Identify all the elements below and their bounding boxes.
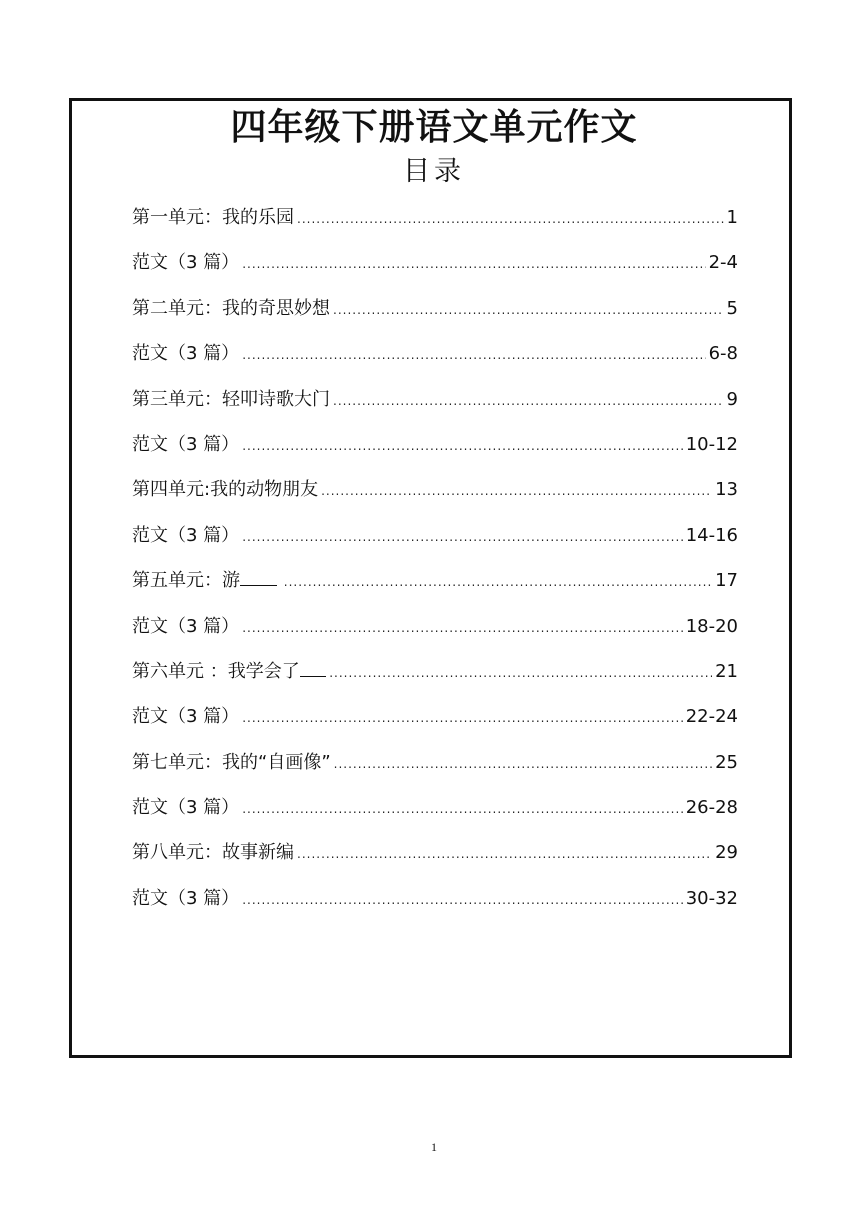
toc-entry-samples-5[interactable] [132, 612, 738, 657]
toc-entry-page: 10-12 [685, 433, 738, 455]
toc-entry-samples-3[interactable] [132, 430, 738, 475]
table-of-contents [132, 203, 738, 929]
dot-leader [297, 839, 712, 869]
dot-leader [321, 476, 712, 506]
toc-entry-page: 5 [726, 297, 738, 319]
toc-entry-label: 第三单元：轻叩诗歌大门 [132, 388, 330, 410]
toc-entry-page: 26-28 [685, 797, 738, 819]
toc-entry-unit-4[interactable] [132, 475, 738, 520]
toc-entry-unit-1[interactable] [132, 203, 738, 248]
toc-entry-page: 9 [726, 388, 738, 410]
toc-entry-label: 范文（3 篇） [132, 887, 240, 909]
toc-entry-label: 范文（3 篇） [132, 343, 240, 365]
toc-entry-samples-6[interactable] [132, 702, 738, 747]
fill-in-blank [240, 567, 277, 586]
toc-entry-samples-4[interactable] [132, 521, 738, 566]
toc-entry-label: 范文（3 篇） [132, 524, 240, 546]
toc-entry-label: 第一单元：我的乐园 [132, 207, 294, 228]
toc-entry-samples-1[interactable] [132, 248, 738, 293]
dot-leader [334, 749, 712, 779]
toc-entry-unit-3[interactable] [132, 385, 738, 430]
dot-leader [242, 431, 683, 461]
toc-entry-page: 29 [715, 842, 738, 864]
toc-entry-page: 14-16 [685, 524, 738, 546]
dot-leader [242, 703, 683, 733]
toc-entry-label: 第七单元：我的“自画像” [132, 751, 331, 773]
toc-entry-label: 范文（3 篇） [132, 706, 240, 728]
document-title: 四年级下册语文单元作文 [230, 107, 638, 148]
toc-entry-page: 18-20 [685, 615, 738, 637]
toc-entry-samples-8[interactable] [132, 884, 738, 929]
page-number: 1 [431, 1140, 437, 1154]
toc-entry-unit-5[interactable] [132, 566, 738, 611]
toc-entry-page: 17 [715, 570, 738, 592]
dot-leader [333, 295, 724, 325]
dot-leader [242, 885, 683, 915]
fill-in-blank [300, 658, 327, 677]
toc-entry-label: 第二单元：我的奇思妙想 [132, 297, 330, 319]
toc-entry-page: 1 [726, 207, 738, 228]
toc-entry-label: 第四单元:我的动物朋友 [132, 479, 319, 501]
toc-entry-page: 21 [715, 660, 738, 682]
toc-entry-samples-2[interactable] [132, 339, 738, 384]
toc-entry-label: 范文（3 篇） [132, 797, 240, 819]
toc-entry-samples-7[interactable] [132, 793, 738, 838]
toc-entry-label: 第六单元 ：我学会了 [132, 660, 300, 682]
dot-leader [242, 522, 683, 552]
toc-entry-page: 13 [715, 479, 738, 501]
toc-entry-label: 范文（3 篇） [132, 433, 240, 455]
toc-entry-page: 22-24 [685, 706, 738, 728]
toc-entry-page: 6-8 [708, 343, 738, 365]
toc-entry-label: 第五单元：游 [132, 570, 240, 592]
toc-entry-unit-7[interactable] [132, 748, 738, 793]
toc-entry-unit-8[interactable] [132, 838, 738, 883]
dot-leader [242, 794, 683, 824]
dot-leader [297, 204, 724, 234]
dot-leader [242, 613, 683, 643]
toc-entry-unit-6[interactable] [132, 657, 738, 702]
toc-heading: 目录 [403, 156, 465, 187]
toc-entry-page: 25 [715, 751, 738, 773]
toc-entry-page: 30-32 [685, 887, 738, 909]
dot-leader [329, 658, 712, 688]
toc-entry-label: 第八单元：故事新编 [132, 842, 294, 864]
toc-entry-label: 范文（3 篇） [132, 615, 240, 637]
dot-leader [242, 340, 705, 370]
dot-leader [284, 567, 712, 597]
dot-leader [242, 249, 705, 279]
toc-entry-unit-2[interactable] [132, 294, 738, 339]
toc-entry-label: 范文（3 篇） [132, 252, 240, 274]
toc-entry-page: 2-4 [708, 252, 738, 274]
dot-leader [333, 386, 724, 416]
